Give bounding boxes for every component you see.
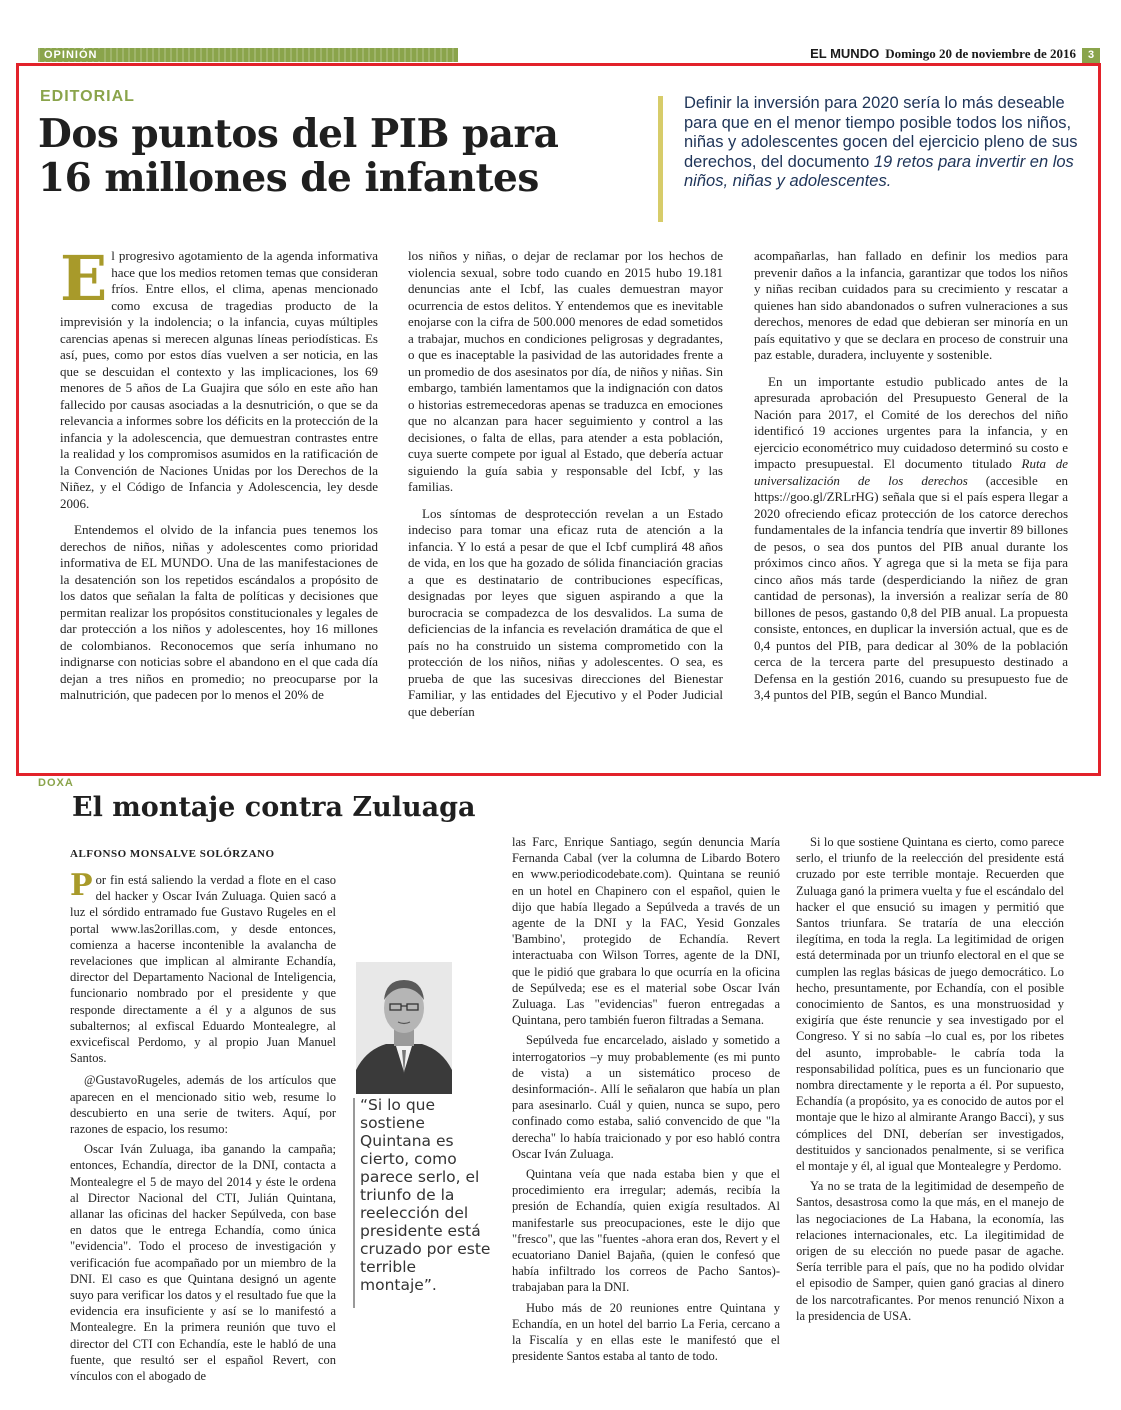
editorial-deck — [684, 94, 1084, 192]
deck-document-title: 19 retos para invertir en los niños, niñas y adolescentes. — [684, 152, 1074, 191]
opinion-title: El montaje contra Zuluaga — [72, 792, 476, 823]
paragraph: En un importante estudio publicado antes de la apresurada aprobación del Presupuesto General de la Nación para 2017, el Comité de los derechos del niño identificó 19 acciones urgentes para la infancia, y en ejercicio econométrico muy cuidadoso determinó su costo e impacto presupuestal. El documento titulado Ruta de universalización de los derechos (accesible en https://goo.gl/ZRLrHG) señala que si el país espera llegar a 2020 ofreciendo eficaz protección de los catorce derechos fundamentales de la infancia tendría que invertir 89 billones de pesos, o sea dos puntos del PIB anual durante los próximos cinco años. Y agrega que si la meta se fija para cinco años más tarde (desperdiciando la niñez de gran cantidad de personas), la inversión a realizar sería de 80 billones de pesos, gastando 0,8 del PIB anual. La propuesta consiste, entonces, en duplicar la inversión actual, que es de 0,4 puntos del PIB, para dedicar al 30% de la población cerca de la tercera parte del presupuesto destinado a Defensa en la gestión 2016, cuando su presupuesto fue de 3,4 puntos del PIB, según el Banco Mundial. — [754, 373, 1069, 702]
section-label: OPINIÓN — [44, 49, 101, 61]
paragraph: Quintana veía que nada estaba bien y que el procedimiento era irregular; además, recibía la presión de Echandía, quien exigía resultados. Al manifestarle sus preocupaciones, este le dijo que "fresco", que las "fuentes -ahora eran dos, Revert y el ecuatoriano Daniel Bajaña, (quien le confesó que había infiltrado los correos de Pacho Santos)- trabajaban para la DNI. — [512, 1167, 780, 1295]
editorial-kicker: EDITORIAL — [40, 88, 135, 105]
editorial-column-3 — [754, 248, 1068, 714]
publication-date: Domingo 20 de noviembre de 2016 — [885, 46, 1076, 61]
paragraph: las Farc, Enrique Santiago, según denuncia María Fernanda Cabal (ver la columna de Libardo Botero en www.periodicodebate.com). Quintana se reunió en un hotel en Chapinero con el español, quien le dijo que había llegado a Sepúlveda a través de un agente de la DNI y la FAC, Yesid Gonzales 'Bambino', protegido de Echandía. Revert interactuaba con Wilson Torres, agente de la DNI, que le pidió que grabara lo que ocurría en la oficina de Sepúlveda; ese es el material sobe Oscar Iván Zuluaga. Las "evidencias" fueron entregadas a Quintana, pero también fueron filtradas a Semana. — [512, 835, 780, 1028]
paragraph: @GustavoRugeles, además de los artículos que aparecen en el mencionado sitio web, resume lo descubierto en una serie de twiters. Aquí, por razones de espacio, los resumo: — [70, 1073, 336, 1137]
opinion-column-2 — [512, 834, 780, 1375]
opinion-column-3 — [796, 834, 1064, 1334]
masthead-dateline — [810, 46, 1076, 62]
pull-quote-rule — [353, 1098, 355, 1308]
paragraph: acompañarlas, han fallado en definir los medios para prevenir daños a la infancia, garantizar que todos los niños y niñas reciban cuidados para su crecimiento y rescatar a quienes han sido abandonados o sufren vulneraciones a sus derechos, menores de edad que debieran ser minoría en un país equitativo y que se declara en proceso de construir una paz estable, duradera, incluyente y sostenible. — [754, 248, 1068, 362]
paragraph: Si lo que sostiene Quintana es cierto, como parece serlo, el triunfo de la reelección del presidente está cruzado por este terrible montaje. Recuerden que Zuluaga ganó la primera vuelta y fue el escándalo del hacker el que ensució su imagen y permitió que Santos triunfara. Se trataría de una elección ilegítima, en toda la regla. La legitimidad de origen está determinada por un triunfo electoral en el que se cumplen las reglas básicas de juego democrático. Lo hecho, presuntamente, por Echandía, con el posible conocimiento de Santos, es una monstruosidad y exigiría que éste renuncie y sea investigado por el Congreso. Y si no sabía –lo cual es, por los ribetes del asunto, improbable- le cabría toda la responsabilidad política, pues es un funcionario que nombra directamente y le reporta a él. Por supuesto, Echandía (a propósito, ya es conocido de autos por el montaje que le hizo al almirante Arango Bacci), y sus cómplices del DNI, deberían ser investigados, destituidos y sancionados penalmente, si se verifica el montaje y él, al igual que Montealegre y Perdomo. — [796, 835, 1064, 1174]
paragraph: l progresivo agotamiento de la agenda informativa hace que los medios retomen temas que consideran fríos. Entre ellos, el clima, apenas mencionado como excusa de tragedias producto de la imprevisión y la indolencia; o la infancia, cuyas múltiples carencias apenas si merecen algunas líneas periodísticas. Es así, pues, como por estos días vuelven a ser noticia, en las que se descuidan el contexto y las implicaciones, los 69 menores de 5 años de La Guajira que sólo en este año han fallecido por causas asociadas a la desnutrición, o que se da relevancia a informes sobre los déficits en la protección de la infancia y la adolescencia, que demuestran contrastes entre la realidad y los compromisos asumidos en la ratificación de la Convención de Naciones Unidas por los Derechos de la Niñez, y el Código de Infancia y Adolescencia, ley desde 2006. — [60, 248, 378, 511]
deck-rule — [658, 96, 663, 222]
headline-line-1: Dos puntos del PIB para — [38, 111, 559, 157]
editorial-column-2 — [408, 248, 723, 730]
paragraph: Ya no se trata de la legitimidad de desempeño de Santos, desastrosa como la que más, en el manejo de las negociaciones de La Habana, la economía, las relaciones internacionales, etc. La ilegitimidad de origen de su elección no puede pasar de agache. Sería terrible para el país, que no ha podido olvidar el episodio de Samper, quien ganó gracias al dinero de los narcotraficantes. Por menos renunció Nixon a la presidencia de USA. — [796, 1179, 1064, 1323]
paragraph: Los síntomas de desprotección revelan a un Estado indeciso para tomar una eficaz ruta de atención a la infancia. Y lo está a pesar de que el Icbf cumplirá 48 años de vida, en los que ha gozado de sólida financiación gracias a que es destinatario de contribuciones específicas, designadas por leyes que siguen aspirando a que la burocracia se compadezca de los desvalidos. La suma de deficiencias de la infancia es revelación dramática de que el país no ha construido un sistema comprometido con la protección de los niños, niñas y adolescentes. O sea, es prueba de que las sucesivas direcciones del Bienestar Familiar, y las entidades del Ejecutivo y el Poder Judicial que deberían — [408, 505, 723, 719]
paragraph: or fin está saliendo la verdad a flote en el caso del hacker y Oscar Iván Zuluaga. Quien sacó a luz el sórdido entramado fue Gustavo Rugeles en el portal www.las2orillas.com, y desde entonces, comienza a hacerse incontenible la avalancha de revelaciones que implican al almirante Echandía, director del Departamento Nacional de Inteligencia, funcionario nombrado por el presidente y que responde directamente a él y a algunos de sus subalternos; al exfiscal Eduardo Montealegre, al exvicefiscal Perdomo, y al propio Juan Manuel Santos. — [70, 873, 336, 1066]
author-photo — [356, 962, 452, 1094]
paragraph: los niños y niñas, o dejar de reclamar por los hechos de violencia sexual, sobre todo cuando en 2015 hubo 19.181 denuncias ante el Icbf, las cuales demuestran mayor ocurrencia de estos delitos. Y entendemos que es inevitable enojarse con la cifra de 500.000 menores de edad sometidos a trabajar, muchos en condiciones peligrosas y degradantes, o que es inaceptable la pasividad de las autoridades frente a un promedio de dos asesinatos por día, de niños y niñas. Sin embargo, también lamentamos que la indignación con datos o historias estremecedoras apenas se traduzca en emociones que no alcanzan para hacer seguimiento y control a las decisiones, o falta de ellas, para atender a esta población, cuya suerte compete por igual al Estado, que debería actuar siguiendo la guía sabia y responsable del Icbf, y las familias. — [408, 248, 723, 494]
paragraph: Sepúlveda fue encarcelado, aislado y sometido a interrogatorios –y muy probablemente (es mi punto de vista) a un sistemático proceso de desinformación-. Allí le señalaron que había un plan para asesinarlo. Cuál y quien, nunca se supo, pero confinado como estaba, salió convencido de que "la derecha" lo había traicionado y por eso habló contra Oscar Iván Zuluaga. — [512, 1033, 780, 1161]
pull-quote: “Si lo que sostiene Quintana es cierto, como parece serlo, el triunfo de la reelección del presidente está cruzado por este terrible montaje”. — [360, 1096, 491, 1294]
masthead — [38, 48, 1100, 62]
paragraph: Hubo más de 20 reuniones entre Quintana y Echandía, en un hotel del barrio La Feria, cercano a la Fiscalía y en ellas este le manifestó que el presidente Santos estaba al tanto de todo. — [512, 1300, 780, 1364]
document-title: Ruta de universalización de los derechos — [754, 456, 1068, 488]
editorial-column-1 — [60, 242, 378, 714]
newspaper-name: EL MUNDO — [810, 46, 880, 61]
opinion-section-label: DOXA — [38, 777, 74, 789]
author-byline: ALFONSO MONSALVE SOLÓRZANO — [70, 848, 275, 860]
paragraph: Entendemos el olvido de la infancia pues tenemos los derechos de niños, niñas y adolescentes como prioridad informativa de EL MUNDO. Una de las manifestaciones de la desatención son los repetidos escándalos a propósito de los datos que señalan la falta de políticas y decisiones que permitan realizar los propósitos constitucionales y legales de dar protección a los niños y adolescentes, hoy 16 millones de colombianos. Reconocemos que sería inhumano no indignarse con noticias sobre el abandono en el que cada día dejan a tres niños en promedio; no preocuparse por la malnutrición, que padecen por lo menos el 20% de — [60, 522, 378, 702]
page-number: 3 — [1082, 48, 1100, 63]
drop-cap: E — [60, 242, 108, 315]
opinion-column-1 — [70, 868, 336, 1394]
editorial-headline — [38, 112, 658, 200]
paragraph: Oscar Iván Zuluaga, iba ganando la campaña; entonces, Echandía, director de la DNI, contacta a Montealegre el 5 de mayo del 2014 y éste le ordena al Director Nacional del CTI, Julián Quintana, allanar las oficinas del hacker Sepúlveda, con base en datos que le entrega Echandía, como única "evidencia". Todo el proceso de investigación y verificación fue acompañado por un miembro de la DNI. El caso es que Quintana designó un agente suyo para verificar los datos y el resultado fue que la evidencia era insuficiente y así se lo manifestó a Montealegre. En la primera reunión que tuvo el director del CTI con Echandía, este le habló de una fuente, que resultó ser el español Revert, con vínculos con el abogado de — [70, 1142, 336, 1384]
deck-text: Definir la inversión para 2020 sería lo más deseable para que en el menor tiempo posible todos los niños, niñas y adolescentes gocen del ejercicio pleno de sus derechos, del documento — [684, 94, 1078, 171]
headline-line-2: 16 millones de infantes — [38, 155, 539, 201]
drop-cap: P — [70, 868, 93, 903]
section-tab — [38, 48, 458, 62]
